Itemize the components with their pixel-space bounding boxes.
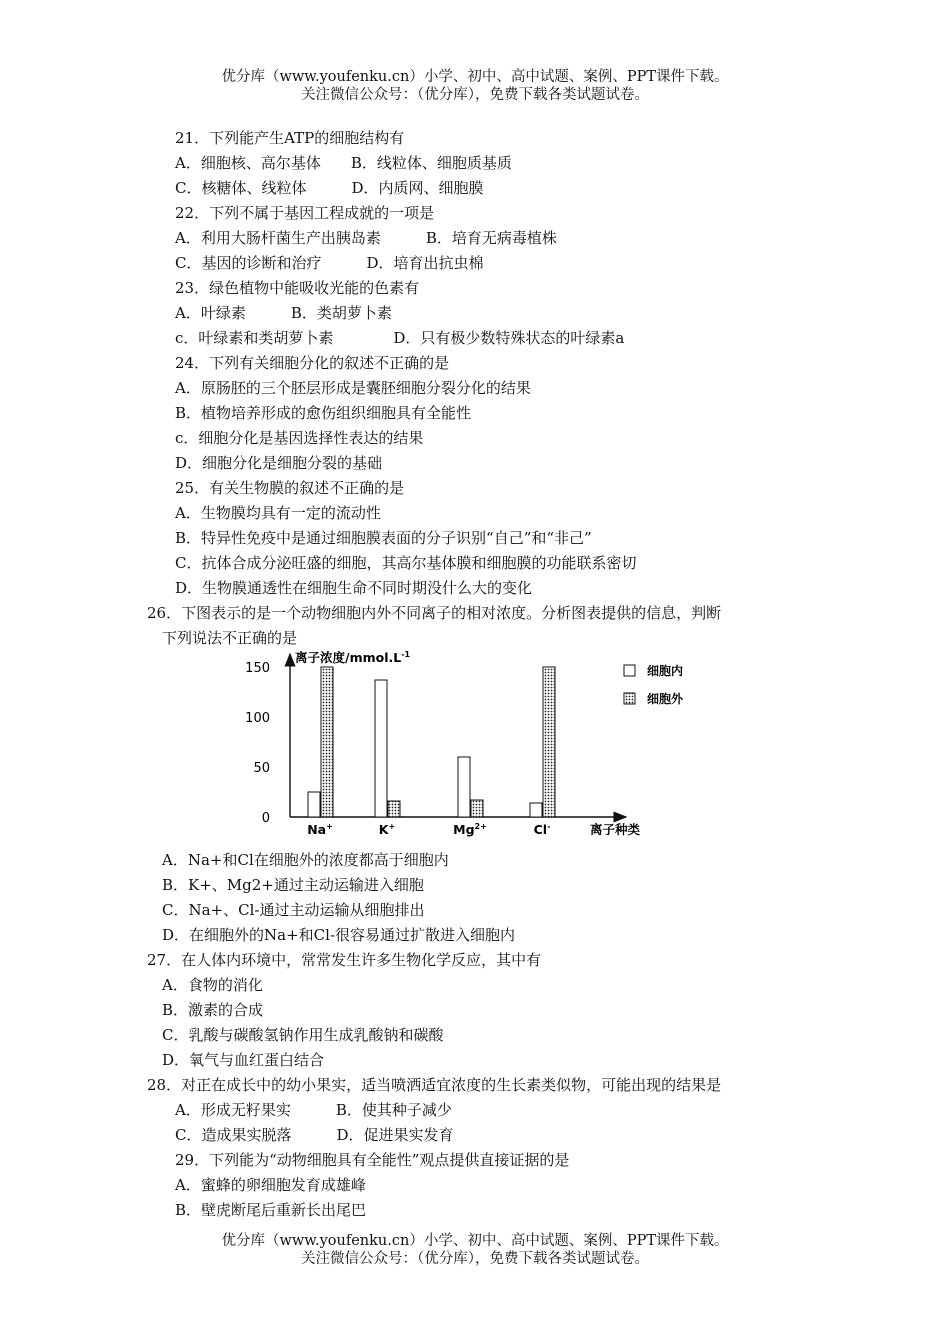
y-tick-label: 0: [261, 811, 270, 826]
q24-option-a: A．原肠胚的三个胚层形成是囊胚细胞分裂分化的结果: [175, 379, 531, 397]
q23-stem: 23．绿色植物中能吸收光能的色素有: [175, 279, 420, 297]
q26-option-c: C．Na+、Cl-通过主动运输从细胞排出: [162, 901, 425, 919]
header-line-2: 关注微信公众号：（优分库），免费下载各类试题试卷。: [301, 87, 649, 103]
bar-outside-mg: [471, 800, 483, 817]
q24-option-b: B．植物培养形成的愈伤组织细胞具有全能性: [175, 404, 472, 422]
x-axis-label: 离子种类: [590, 822, 641, 837]
q23-options-cd: c．叶绿素和类胡萝卜素 D．只有极少数特殊状态的叶绿素a: [175, 329, 625, 347]
q27-stem: 27．在人体内环境中，常常发生许多生物化学反应，其中有: [147, 951, 542, 969]
q24-option-d: D．细胞分化是细胞分裂的基础: [175, 454, 383, 472]
q26-stem-line-2: 下列说法不正确的是: [162, 629, 298, 647]
x-tick-label-mg: $Mg^{2+}$: [453, 822, 487, 837]
q26-option-a: A．Na+和Cl在细胞外的浓度都高于细胞内: [162, 851, 449, 869]
q28-options-cd: C．造成果实脱落 D．促进果实发育: [175, 1126, 454, 1144]
legend-swatch-outside: [624, 693, 635, 704]
header-line-1: 优分库（www.youfenku.cn）小学、初中、高中试题、案例、PPT课件下载。: [221, 69, 729, 85]
x-tick-label-k: K+: [378, 822, 396, 837]
q24-option-c: c．细胞分化是基因选择性表达的结果: [175, 429, 424, 447]
y-tick-label: 50: [253, 761, 270, 776]
bar-inside-cl: [530, 803, 542, 817]
bar-inside-k: [375, 680, 387, 817]
footer-line-2: 关注微信公众号：（优分库），免费下载各类试题试卷。: [301, 1251, 649, 1267]
x-tick-label-na: Na+: [307, 822, 333, 837]
q28-options-ab: A．形成无籽果实 B．使其种子减少: [175, 1101, 452, 1119]
q26-option-b: B．K+、Mg2+通过主动运输进入细胞: [162, 876, 424, 894]
q29-option-b: B．壁虎断尾后重新长出尾巴: [175, 1201, 367, 1219]
q27-option-a: A．食物的消化: [162, 976, 263, 994]
ion-concentration-chart: [245, 650, 710, 840]
y-tick-label: 100: [245, 711, 270, 726]
q26-stem-line-1: 26．下图表示的是一个动物细胞内外不同离子的相对浓度。分析图表提供的信息，判断: [147, 604, 722, 622]
q23-options-ab: A．叶绿素 B．类胡萝卜素: [175, 304, 392, 322]
q22-options-ab: A．利用大肠杆菌生产出胰岛素 B．培育无病毒植株: [175, 229, 557, 247]
q24-stem: 24．下列有关细胞分化的叙述不正确的是: [175, 354, 450, 372]
bar-outside-k: [388, 801, 400, 817]
q25-option-a: A．生物膜均具有一定的流动性: [175, 504, 381, 522]
legend-label-outside: 细胞外: [647, 692, 684, 706]
q27-option-b: B．激素的合成: [162, 1001, 264, 1019]
legend-swatch-inside: [624, 665, 635, 676]
page-footer: [0, 1232, 950, 1268]
q25-stem: 25．有关生物膜的叙述不正确的是: [175, 479, 405, 497]
q21-options-cd: C．核糖体、线粒体 D．内质网、细胞膜: [175, 179, 484, 197]
q22-options-cd: C．基因的诊断和治疗 D．培育出抗虫棉: [175, 254, 484, 272]
q25-option-b: B．特异性免疫中是通过细胞膜表面的分子识别“自己”和“非己”: [175, 529, 592, 547]
q27-option-d: D．氧气与血红蛋白结合: [162, 1051, 325, 1069]
q27-option-c: C．乳酸与碳酸氢钠作用生成乳酸钠和碳酸: [162, 1026, 444, 1044]
bar-outside-cl: [543, 667, 555, 817]
q29-option-a: A．蜜蜂的卵细胞发育成雄峰: [175, 1176, 366, 1194]
q28-stem: 28．对正在成长中的幼小果实，适当喷洒适宜浓度的生长素类似物，可能出现的结果是: [147, 1076, 722, 1094]
q21-stem: 21．下列能产生ATP的细胞结构有: [175, 129, 405, 147]
bar-outside-na: [321, 667, 333, 817]
q26-option-d: D．在细胞外的Na+和Cl-很容易通过扩散进入细胞内: [162, 926, 516, 944]
q25-option-d: D．生物膜通透性在细胞生命不同时期没什么大的变化: [175, 579, 533, 597]
q22-stem: 22．下列不属于基因工程成就的一项是: [175, 204, 435, 222]
q21-options-ab: A．细胞核、高尔基体 B．线粒体、细胞质基质: [175, 154, 512, 172]
q25-option-c: C．抗体合成分泌旺盛的细胞，其高尔基体膜和细胞膜的功能联系密切: [175, 554, 637, 572]
q29-stem: 29．下列能为“动物细胞具有全能性”观点提供直接证据的是: [175, 1151, 570, 1169]
legend-label-inside: 细胞内: [647, 664, 684, 678]
bar-inside-mg: [458, 757, 470, 817]
x-tick-label-cl: Cl-: [533, 822, 551, 837]
page-header: [0, 68, 950, 104]
y-axis-label: 离子浓度$/mmol.L^{-1}$: [295, 650, 411, 665]
y-tick-label: 150: [245, 661, 270, 676]
bar-inside-na: [308, 792, 320, 817]
footer-line-1: 优分库（www.youfenku.cn）小学、初中、高中试题、案例、PPT课件下载。: [221, 1233, 729, 1249]
